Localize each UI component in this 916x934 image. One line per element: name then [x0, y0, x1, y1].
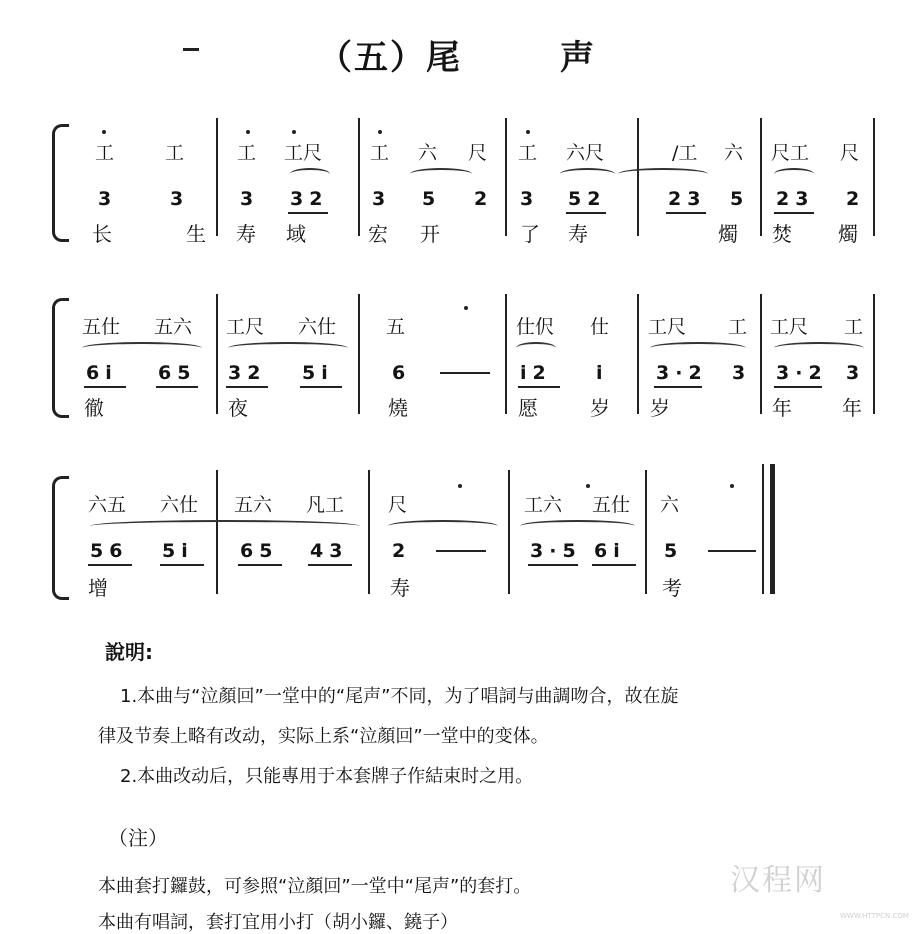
- lyric: 愿: [518, 396, 538, 420]
- annotation-line: 本曲有唱詞，套打宜用小打（胡小鑼、鐃子）: [98, 912, 458, 933]
- beam-underline: [84, 386, 126, 388]
- rest-circle-dot: [458, 484, 462, 488]
- jianpu-note: 3·5: [530, 540, 582, 562]
- slur: [520, 520, 635, 532]
- octave-dot: [526, 130, 530, 134]
- gongche-note: 五: [386, 316, 406, 338]
- gongche-note: 六尺: [566, 142, 605, 164]
- beam-underline: [156, 386, 198, 388]
- jianpu-note: 2: [474, 188, 494, 210]
- slur: [560, 168, 615, 180]
- gongche-note: 工尺: [226, 316, 265, 338]
- jianpu-note: i: [596, 362, 609, 384]
- gongche-note: 工尺: [648, 316, 687, 338]
- slur: [82, 342, 202, 354]
- note-item: 律及节奏上略有改动，实际上系“泣顏回”一堂中的变体。: [98, 726, 549, 747]
- beam-underline: [238, 564, 282, 566]
- barline: [637, 294, 639, 414]
- beam-underline: [288, 212, 328, 214]
- slur: [228, 342, 348, 354]
- jianpu-note: 3: [98, 188, 118, 210]
- barline: [358, 118, 360, 236]
- gongche-note: 工: [728, 316, 748, 338]
- lyric: 长: [92, 222, 112, 246]
- slur: [388, 520, 498, 532]
- jianpu-note: 5: [664, 540, 684, 562]
- score-system-3: [0, 470, 916, 610]
- score-system-2: [0, 290, 916, 430]
- lyric: 了: [520, 222, 540, 246]
- lyric: 寿: [568, 222, 588, 246]
- lyric: 宏: [368, 222, 388, 246]
- jianpu-note: 2: [846, 188, 866, 210]
- lyric: 燭: [718, 222, 738, 246]
- final-barline-thick: [770, 464, 775, 594]
- barline: [505, 294, 507, 414]
- jianpu-note: 65: [240, 540, 279, 562]
- gongche-note: 工: [844, 316, 864, 338]
- beam-underline: [88, 564, 132, 566]
- gongche-note: 五仕: [592, 494, 631, 516]
- octave-dot: [378, 130, 382, 134]
- gongche-note: 尺工: [771, 142, 810, 164]
- jianpu-note: 3: [240, 188, 260, 210]
- title-part: （五）尾: [318, 38, 462, 78]
- octave-dot: [102, 130, 106, 134]
- title-block: [0, 28, 916, 78]
- jianpu-note: 3: [520, 188, 540, 210]
- barline: [508, 470, 510, 594]
- barline: [645, 470, 647, 594]
- gongche-note: 工六: [524, 494, 563, 516]
- gongche-note: 六: [724, 142, 744, 164]
- annotation-heading: （注）: [108, 826, 168, 850]
- jianpu-note: 3: [372, 188, 392, 210]
- slur: [618, 168, 708, 180]
- slur: [516, 342, 556, 354]
- annotation-line: 本曲套打鑼鼓，可参照“泣顏回”一堂中“尾声”的套打。: [98, 876, 532, 897]
- lyric: 燒: [388, 396, 408, 420]
- slur: [410, 168, 472, 180]
- lyric: 夜: [228, 396, 248, 420]
- lyric: 寿: [236, 222, 256, 246]
- lyric: 岁: [590, 396, 610, 420]
- lyric: 生: [186, 222, 206, 246]
- barline: [216, 294, 218, 414]
- jianpu-note: 3·2: [776, 362, 828, 384]
- gongche-note: 五六: [154, 316, 193, 338]
- note-item: 2.本曲改动后，只能專用于本套牌子作結束时之用。: [120, 766, 534, 787]
- jianpu-note: 3·2: [656, 362, 708, 384]
- system-brace: [52, 124, 69, 242]
- jianpu-note: 6i: [86, 362, 118, 384]
- jianpu-note: 5: [730, 188, 750, 210]
- gongche-note: 凡工: [306, 494, 345, 516]
- gongche-note: 工: [237, 142, 257, 164]
- jianpu-note: 3: [170, 188, 190, 210]
- beam-underline: [774, 386, 822, 388]
- jianpu-note: 3: [732, 362, 752, 384]
- barline: [368, 470, 370, 594]
- rest-circle-dot: [730, 484, 734, 488]
- notes-heading: 說明:: [105, 640, 153, 664]
- sustain-dash: [436, 550, 486, 552]
- jianpu-note: 6: [392, 362, 412, 384]
- watermark-logo: 汉程网: [730, 863, 826, 898]
- lyric: 考: [662, 576, 682, 600]
- beam-underline: [308, 564, 352, 566]
- gongche-note: 尺: [840, 142, 860, 164]
- beam-underline: [592, 564, 636, 566]
- beam-underline: [160, 564, 204, 566]
- final-barline: [762, 464, 764, 594]
- lyric: 岁: [650, 396, 670, 420]
- beam-underline: [654, 386, 702, 388]
- rest-circle-dot: [586, 484, 590, 488]
- jianpu-note: i2: [520, 362, 552, 384]
- gongche-note: 六: [418, 142, 438, 164]
- jianpu-note: 56: [90, 540, 129, 562]
- gongche-note: 工尺: [770, 316, 809, 338]
- octave-dot: [246, 130, 250, 134]
- system-brace: [52, 298, 69, 418]
- beam-underline: [774, 212, 814, 214]
- gongche-note: 尺: [468, 142, 488, 164]
- gongche-note: 仕伬: [516, 316, 555, 338]
- gongche-note: 工: [518, 142, 538, 164]
- lyric: 年: [772, 396, 792, 420]
- jianpu-note: 65: [158, 362, 197, 384]
- jianpu-note: 5i: [302, 362, 334, 384]
- gongche-note: 五仕: [82, 316, 121, 338]
- lyric: 增: [88, 576, 108, 600]
- lyric: 寿: [390, 576, 410, 600]
- barline: [505, 118, 507, 236]
- gongche-note: 六仕: [298, 316, 337, 338]
- gongche-note: 尺: [388, 494, 408, 516]
- sustain-dash: [440, 372, 490, 374]
- title-word: 声: [560, 38, 594, 78]
- barline: [216, 118, 218, 236]
- beam-underline: [666, 212, 706, 214]
- jianpu-note: 52: [568, 188, 607, 210]
- barline: [760, 294, 762, 414]
- jianpu-note: 43: [310, 540, 349, 562]
- slur: [290, 168, 330, 180]
- title-dash: [183, 48, 199, 51]
- gongche-note: /工: [672, 142, 698, 164]
- gongche-note: 工: [95, 142, 115, 164]
- beam-underline: [226, 386, 268, 388]
- barline: [760, 118, 762, 236]
- jianpu-note: 32: [290, 188, 329, 210]
- slur: [650, 342, 746, 354]
- beam-underline: [528, 564, 578, 566]
- octave-dot: [292, 130, 296, 134]
- barline: [358, 294, 360, 414]
- lyric: 焚: [772, 222, 792, 246]
- beam-underline: [300, 386, 342, 388]
- gongche-note: 六仕: [160, 494, 199, 516]
- jianpu-note: 5i: [162, 540, 194, 562]
- barline: [873, 294, 875, 414]
- watermark-url: WWW.HTTPCN.COM: [840, 912, 909, 920]
- jianpu-note: 23: [668, 188, 707, 210]
- slur: [774, 342, 864, 354]
- jianpu-note: 2: [392, 540, 412, 562]
- jianpu-note: 3: [846, 362, 866, 384]
- gongche-note: 五六: [234, 494, 273, 516]
- jianpu-note: 32: [228, 362, 267, 384]
- barline: [216, 470, 218, 594]
- sustain-dash: [708, 550, 756, 552]
- system-brace: [52, 476, 69, 600]
- slur: [774, 168, 814, 180]
- beam-underline: [566, 212, 606, 214]
- lyric: 域: [286, 222, 306, 246]
- lyric: 开: [420, 222, 440, 246]
- lyric: 年: [842, 396, 862, 420]
- slur: [90, 520, 360, 532]
- barline: [873, 118, 875, 236]
- lyric: 徹: [84, 396, 104, 420]
- jianpu-note: 6i: [594, 540, 626, 562]
- note-item: 1.本曲与“泣顏回”一堂中的“尾声”不同，为了唱詞与曲調吻合，故在旋: [120, 686, 679, 707]
- lyric: 燭: [838, 222, 858, 246]
- gongche-note: 工尺: [284, 142, 323, 164]
- jianpu-note: 5: [422, 188, 442, 210]
- rest-circle-dot: [464, 306, 468, 310]
- gongche-note: 工: [165, 142, 185, 164]
- gongche-note: 工: [370, 142, 390, 164]
- gongche-note: 仕: [590, 316, 610, 338]
- beam-underline: [518, 386, 560, 388]
- gongche-note: 六: [660, 494, 680, 516]
- gongche-note: 六五: [88, 494, 127, 516]
- jianpu-note: 23: [776, 188, 815, 210]
- score-system-1: [0, 112, 916, 252]
